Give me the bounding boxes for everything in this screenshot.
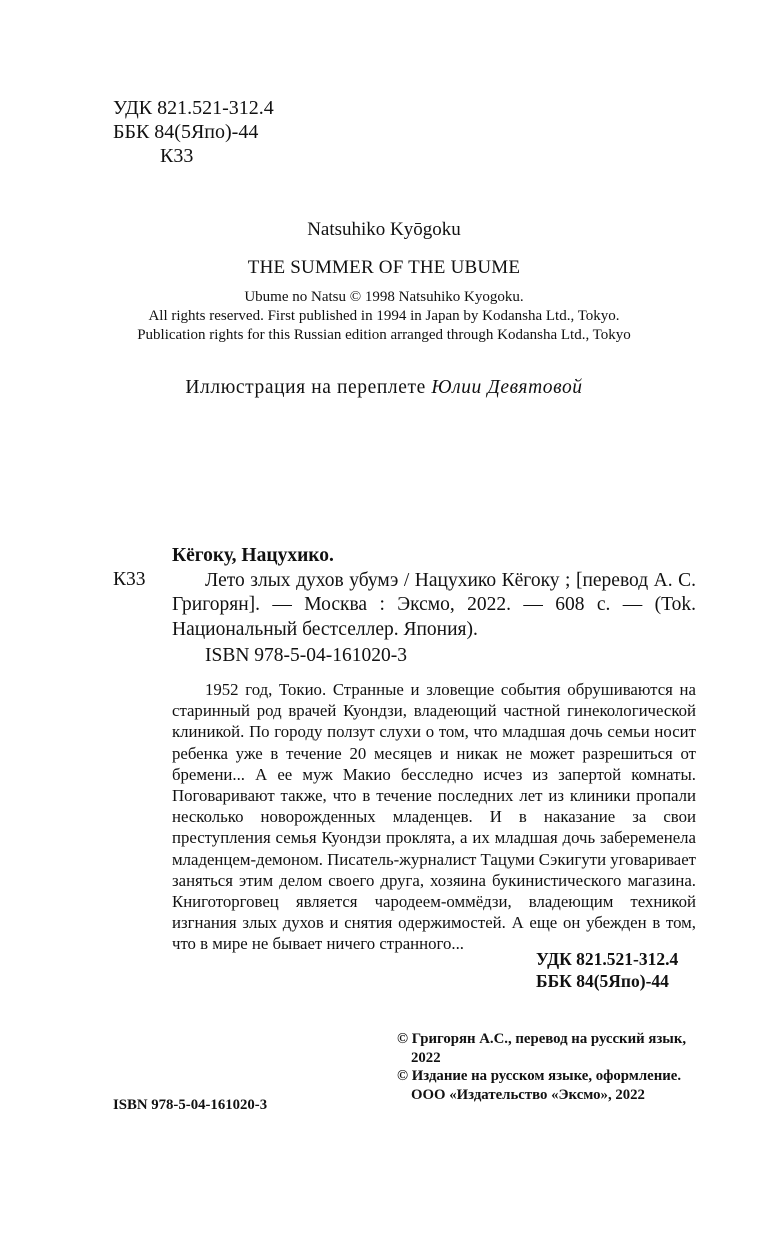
original-author: Natsuhiko Kyōgoku [307, 219, 461, 240]
bib-isbn: ISBN 978-5-04-161020-3 [205, 645, 408, 666]
bib-description: Лето злых духов убумэ / Нацухико Кёгоку ; [перевод А. С. Григорян]. — Москва : Эксмо, 2022. — 608 с. — (Tok. Национальный бестселлер. Япония). [172, 569, 696, 640]
author-mark: К33 [160, 145, 194, 167]
copyright-translation: © Григорян А.С., перевод на русский язык, 2022 [397, 1031, 687, 1066]
bibliographic-entry [172, 544, 696, 642]
copyright-block [397, 1030, 697, 1104]
illustration-label: Иллюстрация на переплете [185, 377, 426, 398]
bbk-code: ББК 84(5Япо)-44 [536, 971, 669, 991]
rights-line: Publication rights for this Russian edition arranged through Kodansha Ltd., Tokyo [137, 327, 631, 343]
bottom-classification-codes [536, 948, 678, 992]
bbk-code: ББК 84(5Япо)-44 [113, 121, 259, 143]
original-rights [0, 288, 768, 345]
illustration-artist: Юлии Девятовой [431, 377, 583, 398]
footer-isbn: ISBN 978-5-04-161020-3 [113, 1097, 268, 1113]
copyright-edition: © Издание на русском языке, оформление. ООО «Издательство «Эксмо», 2022 [397, 1068, 682, 1103]
illustration-credit [0, 377, 768, 399]
udk-code: УДК 821.521-312.4 [113, 97, 274, 119]
rights-line: All rights reserved. First published in 1994 in Japan by Kodansha Ltd., Tokyo. [148, 308, 620, 324]
annotation: 1952 год, Токио. Странные и зловещие события обрушиваются на старинный род врачей Куондзи, владеющий частной гинекологической клиникой. По городу ползут слухи о том, что младшая дочь семьи носит ребенка уже в течение 20 месяцев и никак не может разрешиться от бремени... А ее муж Макио бесследно исчез из запертой комнаты. Поговаривают также, что в течение последних лет из клиники пропали несколько новорожденных младенцев. И в наказание за свои преступления семья Куондзи проклята, а их младшая дочь забеременела младенцем-демоном. Писатель-журналист Тацуми Сэкигути уговаривает заняться этим делом своего друга, хозяина букинистического магазина. Книготорговец является чародеем-оммёдзи, владеющим техникой изгнания злых духов и снятия одержимостей. А еще он убежден в том, что в мире не бывает ничего странного... [172, 680, 696, 954]
bib-author-mark: К33 [113, 569, 146, 590]
original-title: THE SUMMER OF THE UBUME [247, 257, 521, 278]
top-classification-codes [113, 96, 274, 168]
udk-code: УДК 821.521-312.4 [536, 949, 679, 969]
bib-author-heading: Кёгоку, Нацухико. [172, 545, 334, 566]
rights-line: Ubume no Natsu © 1998 Natsuhiko Kyogoku. [244, 289, 524, 305]
